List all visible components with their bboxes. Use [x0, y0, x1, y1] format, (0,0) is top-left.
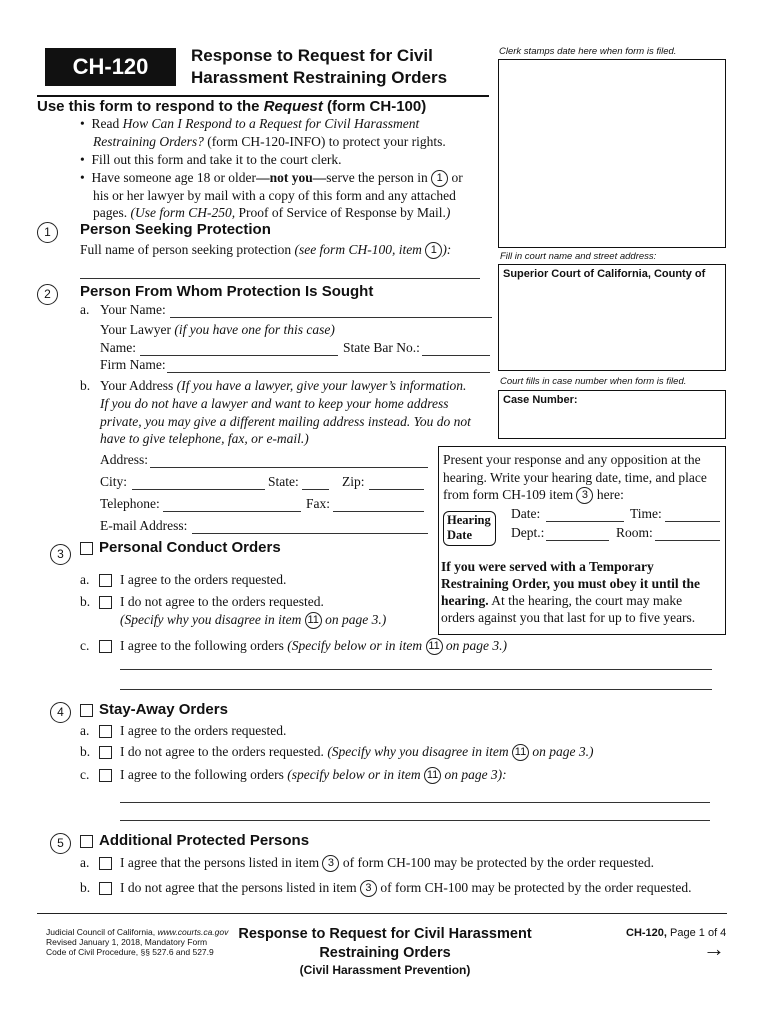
item-4a-letter: a. — [80, 723, 90, 738]
fax-field[interactable] — [333, 511, 424, 512]
fax-label: Fax: — [306, 496, 331, 511]
your-address-label: Your Address (If you have a lawyer, give your lawyer’s information. — [100, 378, 467, 393]
item-4c-letter: c. — [80, 767, 90, 782]
zip-field[interactable] — [369, 489, 424, 490]
email-field[interactable] — [192, 533, 428, 534]
item-3b-note: (Specify why you disagree in item 11 on page 3.) — [120, 612, 387, 627]
item-5a-letter: a. — [80, 855, 90, 870]
hearing-room-field[interactable] — [655, 540, 720, 541]
hearing-room-label: Room: — [616, 525, 653, 540]
footer-council: Judicial Council of California, www.courts.ca.gov — [46, 927, 229, 937]
item-4c-text: I agree to the following orders (specify below or in item 11 on page 3): — [120, 767, 507, 782]
item-4a-text: I agree to the orders requested. — [120, 723, 287, 738]
address-instructions-3: have to give telephone, fax, or e-mail.) — [100, 431, 309, 446]
protected-person-label: Full name of person seeking protection (see form CH-100, item 1 ): — [80, 242, 452, 257]
item-3c-letter: c. — [80, 638, 90, 653]
your-name-field[interactable] — [170, 317, 492, 318]
hearing-time-field[interactable] — [665, 521, 720, 522]
item-3c-line-1[interactable] — [120, 669, 712, 670]
intro-bullet-1-cont: Restraining Orders? (form CH-120-INFO) to protect your rights. — [93, 134, 446, 149]
intro-bullet-3-cont1: his or her lawyer by mail with a copy of this form and any attached — [93, 188, 456, 203]
intro-heading: Use this form to respond to the Request (form CH-100) — [37, 98, 427, 115]
tro-warning-4: orders against you that last for up to five years. — [441, 610, 696, 625]
case-number-note: Court fills in case number when form is filed. — [500, 376, 687, 387]
item-3a-checkbox[interactable] — [99, 574, 112, 587]
address-instructions-1: If you do not have a lawyer and want to keep your home address — [100, 396, 449, 411]
clerk-stamp-box[interactable] — [498, 59, 726, 248]
next-page-arrow-icon[interactable]: → — [703, 936, 725, 961]
item-4b-letter: b. — [80, 744, 91, 759]
section-3-title: Personal Conduct Orders — [99, 539, 281, 556]
section-5-checkbox[interactable] — [80, 835, 93, 848]
court-address-note: Fill in court name and street address: — [500, 251, 657, 262]
address-field[interactable] — [150, 467, 428, 468]
tro-warning-1: If you were served with a Temporary — [441, 559, 654, 574]
item-4c-line-2[interactable] — [120, 820, 710, 821]
section-1-number: 1 — [37, 222, 58, 243]
intro-bullet-1: • Read How Can I Respond to a Request for Civil Harassment — [80, 116, 420, 131]
section-5-title: Additional Protected Persons — [99, 832, 310, 849]
item-5a-text: I agree that the persons listed in item 3 of form CH-100 may be protected by the order requested. — [120, 855, 654, 870]
footer-page: CH-120, Page 1 of 4 — [626, 927, 727, 939]
item-4c-checkbox[interactable] — [99, 769, 112, 782]
item-5b-checkbox[interactable] — [99, 882, 112, 895]
footer-code: Code of Civil Procedure, §§ 527.6 and 527.9 — [46, 947, 214, 957]
form-id: CH-120 — [72, 54, 149, 79]
item-2a-letter: a. — [80, 302, 90, 317]
zip-label: Zip: — [342, 474, 365, 489]
item-3b-checkbox[interactable] — [99, 596, 112, 609]
state-field[interactable] — [302, 489, 329, 490]
item-4b-checkbox[interactable] — [99, 746, 112, 759]
address-label: Address: — [100, 452, 148, 467]
header-rule — [37, 95, 489, 97]
section-5-number: 5 — [50, 833, 71, 854]
item-4b-text: I do not agree to the orders requested. (Specify why you disagree in item 11 on page 3.) — [120, 744, 594, 759]
city-label: City: — [100, 474, 128, 489]
court-address-box[interactable] — [498, 264, 726, 371]
item-3a-text: I agree to the orders requested. — [120, 572, 287, 587]
item-4a-checkbox[interactable] — [99, 725, 112, 738]
item-5a-checkbox[interactable] — [99, 857, 112, 870]
form-title-line1: Response to Request for Civil — [191, 46, 433, 65]
telephone-label: Telephone: — [100, 496, 160, 511]
hearing-date-label: Date: — [511, 506, 541, 521]
form-title-line2: Harassment Restraining Orders — [191, 68, 448, 87]
telephone-field[interactable] — [163, 511, 301, 512]
intro-bullet-3: • Have someone age 18 or older—not you—serve the person in 1 or — [80, 170, 463, 185]
section-2-title: Person From Whom Protection Is Sought — [80, 283, 374, 300]
section-4-number: 4 — [50, 702, 71, 723]
item-3c-checkbox[interactable] — [99, 640, 112, 653]
hearing-text-2: hearing. Write your hearing date, time, and place — [443, 470, 707, 485]
section-1-title: Person Seeking Protection — [80, 221, 271, 238]
firm-name-field[interactable] — [167, 372, 490, 373]
clerk-stamp-note: Clerk stamps date here when form is filed. — [499, 46, 677, 57]
address-instructions-2: private, you may give a different mailing address instead. You do not — [100, 414, 471, 429]
form-id-badge — [45, 48, 176, 86]
your-name-label: Your Name: — [100, 302, 166, 317]
hearing-time-label: Time: — [630, 506, 662, 521]
hearing-text-1: Present your response and any opposition at the — [443, 452, 701, 467]
lawyer-name-field[interactable] — [140, 355, 338, 356]
state-bar-label: State Bar No.: — [343, 340, 420, 355]
intro-bullet-2: • Fill out this form and take it to the court clerk. — [80, 152, 342, 167]
city-field[interactable] — [132, 489, 265, 490]
firm-name-label: Firm Name: — [100, 357, 166, 372]
hearing-date-field[interactable] — [546, 521, 624, 522]
state-label: State: — [268, 474, 299, 489]
item-2b-letter: b. — [80, 378, 91, 393]
tro-warning-2: Restraining Order, you must obey it until the — [441, 576, 701, 591]
case-number-box[interactable] — [498, 390, 726, 439]
hearing-dept-field[interactable] — [546, 540, 609, 541]
item-3a-letter: a. — [80, 572, 90, 587]
item-3b-text: I do not agree to the orders requested. — [120, 594, 324, 609]
email-label: E-mail Address: — [100, 518, 188, 533]
section-4-checkbox[interactable] — [80, 704, 93, 717]
your-lawyer-label: Your Lawyer (if you have one for this case) — [100, 322, 335, 337]
protected-person-name-field[interactable] — [80, 278, 480, 279]
intro-bullet-3-cont2: pages. (Use form CH-250, Proof of Service of Response by Mail.) — [93, 205, 451, 220]
hearing-dept-label: Dept.: — [511, 525, 545, 540]
footer-title: Response to Request for Civil Harassment Restraining Orders (Civil Harassment Prevention) — [238, 926, 532, 977]
state-bar-field[interactable] — [422, 355, 490, 356]
lawyer-name-label: Name: — [100, 340, 136, 355]
item-4c-line-1[interactable] — [120, 802, 710, 803]
section-4-title: Stay-Away Orders — [99, 701, 228, 718]
item-5b-text: I do not agree that the persons listed in item 3 of form CH-100 may be protected by the order requested. — [120, 880, 692, 895]
footer-rule — [37, 913, 727, 914]
section-3-checkbox[interactable] — [80, 542, 93, 555]
section-2-number: 2 — [37, 284, 58, 305]
item-5b-letter: b. — [80, 880, 91, 895]
section-3-number: 3 — [50, 544, 71, 565]
case-number-label: Case Number: — [503, 394, 578, 406]
hearing-date-tag: Hearing Date — [443, 511, 496, 546]
court-name-label: Superior Court of California, County of — [503, 268, 706, 280]
hearing-text-3: from form CH-109 item 3 here: — [443, 487, 624, 502]
footer-revised: Revised January 1, 2018, Mandatory Form — [46, 937, 208, 947]
item-3c-line-2[interactable] — [120, 689, 712, 690]
item-3b-letter: b. — [80, 594, 91, 609]
tro-warning-3: hearing. At the hearing, the court may make — [441, 593, 683, 608]
item-3c-text: I agree to the following orders (Specify below or in item 11 on page 3.) — [120, 638, 508, 653]
